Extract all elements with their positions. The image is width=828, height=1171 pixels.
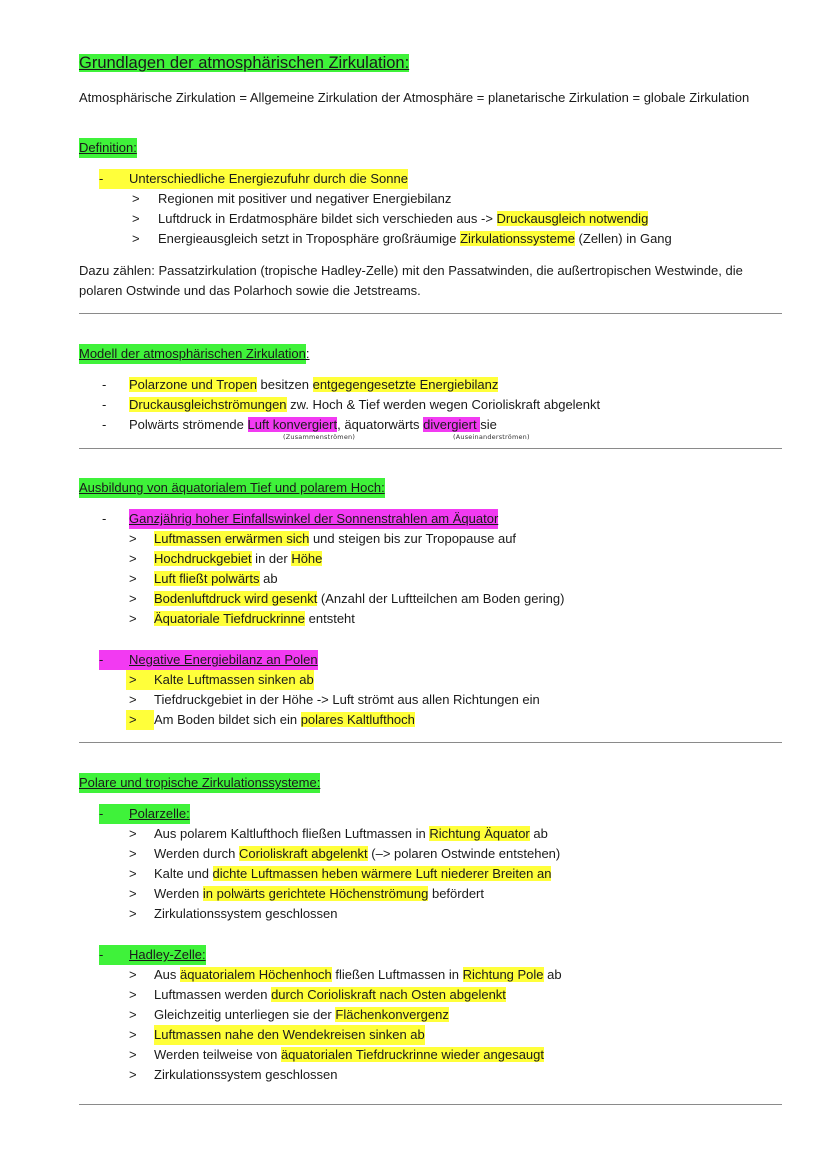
list-item: - Druckausgleichströmungen zw. Hoch & Tief werden wegen Corioliskraft abgelenkt — [79, 395, 784, 415]
section-polar — [79, 773, 784, 793]
arrow-marker: > — [129, 1067, 137, 1082]
dash-marker: - — [99, 169, 129, 189]
divider — [79, 1104, 782, 1105]
dazu-paragraph: Dazu zählen: Passatzirkulation (tropische Hadley-Zelle) mit den Passatwinden, die außertropischen Westwinde, die polaren Ostwinde und das Polarhoch sowie die Jetstreams. — [79, 263, 743, 298]
dash-marker: - — [99, 650, 129, 670]
list-item: > Hochdruckgebiet in der Höhe — [79, 549, 784, 569]
arrow-marker: > — [126, 710, 154, 730]
list-item: > Am Boden bildet sich ein polares Kaltlufthoch — [79, 710, 784, 730]
arrow-marker: > — [129, 967, 137, 982]
list-item: > Luft fließt polwärts ab — [79, 569, 784, 589]
list-item: - Polwärts strömende Luft konvergiert, äquatorwärts divergiert sie — [79, 415, 784, 435]
list-item: - Negative Energiebilanz an Polen — [79, 650, 784, 670]
list-item: > Werden durch Corioliskraft abgelenkt (–> polaren Ostwinde entstehen) — [79, 844, 784, 864]
list-item: > Energieausgleich setzt in Troposphäre großräumige Zirkulationssysteme (Zellen) in Gang — [79, 229, 784, 249]
list-item: > Zirkulationssystem geschlossen — [79, 1065, 784, 1085]
list-item: > Aus äquatorialem Höchenhoch fließen Luftmassen in Richtung Pole ab — [79, 965, 784, 985]
polar-heading: Polare und tropische Zirkulationssysteme: — [79, 773, 320, 793]
arrow-marker: > — [129, 1047, 137, 1062]
divider — [79, 448, 782, 449]
arrow-marker: > — [129, 826, 137, 841]
list-item: > Bodenluftdruck wird gesenkt (Anzahl der Luftteilchen am Boden gering) — [79, 589, 784, 609]
list-item: > Kalte und dichte Luftmassen heben wärmere Luft niederer Breiten an — [79, 864, 784, 884]
list-item: > Werden in polwärts gerichtete Höchenströmung befördert — [79, 884, 784, 904]
arrow-marker: > — [129, 906, 137, 921]
list-item: > Luftmassen werden durch Corioliskraft nach Osten abgelenkt — [79, 985, 784, 1005]
definition-heading: Definition: — [79, 138, 137, 158]
ausbildung-heading: Ausbildung von äquatorialem Tief und polarem Hoch: — [79, 478, 385, 498]
list-item: > Zirkulationssystem geschlossen — [79, 904, 784, 924]
list-item: > Luftmassen nahe den Wendekreisen sinken ab — [79, 1025, 784, 1045]
arrow-marker: > — [129, 846, 137, 861]
arrow-marker: > — [129, 866, 137, 881]
definition-list — [79, 169, 784, 249]
dash-marker: - — [99, 945, 129, 965]
arrow-marker: > — [132, 191, 140, 206]
section-definition — [79, 138, 784, 158]
arrow-marker: > — [129, 1007, 137, 1022]
dash-marker: - — [102, 511, 107, 526]
list-item: > Luftdruck in Erdatmosphäre bildet sich verschieden aus -> Druckausgleich notwendig — [79, 209, 784, 229]
list-item: > Aus polarem Kaltlufthoch fließen Luftmassen in Richtung Äquator ab — [79, 824, 784, 844]
section-grundlagen — [79, 52, 784, 108]
arrow-marker: > — [129, 1027, 137, 1042]
hadley-list — [79, 945, 784, 1085]
list-item: > Tiefdruckgebiet in der Höhe -> Luft strömt aus allen Richtungen ein — [79, 690, 784, 710]
arrow-marker: > — [129, 886, 137, 901]
dash-marker: - — [102, 397, 107, 412]
list-item: - Ganzjährig hoher Einfallswinkel der Sonnenstrahlen am Äquator — [79, 509, 784, 529]
dash-marker: - — [102, 417, 107, 432]
ausbildung-list — [79, 509, 784, 629]
list-item: > Kalte Luftmassen sinken ab — [79, 670, 784, 690]
arrow-marker: > — [129, 611, 137, 626]
polarzelle-list — [79, 804, 784, 924]
arrow-marker: > — [129, 692, 137, 707]
dash-marker: - — [99, 804, 129, 824]
list-item: - Hadley-Zelle: — [79, 945, 784, 965]
list-item: - Polarzone und Tropen besitzen entgegengesetzte Energiebilanz — [79, 375, 784, 395]
list-item: > Werden teilweise von äquatorialen Tiefdruckrinne wieder angesaugt — [79, 1045, 784, 1065]
list-item: > Luftmassen erwärmen sich und steigen bis zur Tropopause auf — [79, 529, 784, 549]
divider — [79, 313, 782, 314]
list-item: - Polarzelle: — [79, 804, 784, 824]
arrow-marker: > — [132, 231, 140, 246]
arrow-marker: > — [129, 987, 137, 1002]
dash-marker: - — [102, 377, 107, 392]
list-item: - Unterschiedliche Energiezufuhr durch die Sonne — [79, 169, 784, 189]
handwritten-note: (Auseinanderströmen) — [453, 433, 530, 441]
section-modell: Modell der atmosphärischen Zirkulation: — [79, 344, 784, 364]
page-title: Grundlagen der atmosphärischen Zirkulation: — [79, 54, 410, 72]
modell-heading: Modell der atmosphärischen Zirkulation — [79, 344, 306, 364]
arrow-marker: > — [129, 571, 137, 586]
arrow-marker: > — [129, 591, 137, 606]
arrow-marker: > — [129, 531, 137, 546]
arrow-marker: > — [132, 211, 140, 226]
divider — [79, 742, 782, 743]
arrow-marker: > — [126, 670, 154, 690]
section-ausbildung — [79, 478, 784, 498]
list-item: > Regionen mit positiver und negativer Energiebilanz — [79, 189, 784, 209]
intro-text: Atmosphärische Zirkulation = Allgemeine Zirkulation der Atmosphäre = planetarische Zirkulation = globale Zirkulation — [79, 90, 750, 105]
list-item: > Äquatoriale Tiefdruckrinne entsteht — [79, 609, 784, 629]
arrow-marker: > — [129, 551, 137, 566]
handwritten-note: (Zusammenströmen) — [283, 433, 356, 441]
modell-list — [79, 375, 784, 435]
ausbildung-list-2 — [79, 650, 784, 730]
list-item: > Gleichzeitig unterliegen sie der Flächenkonvergenz — [79, 1005, 784, 1025]
